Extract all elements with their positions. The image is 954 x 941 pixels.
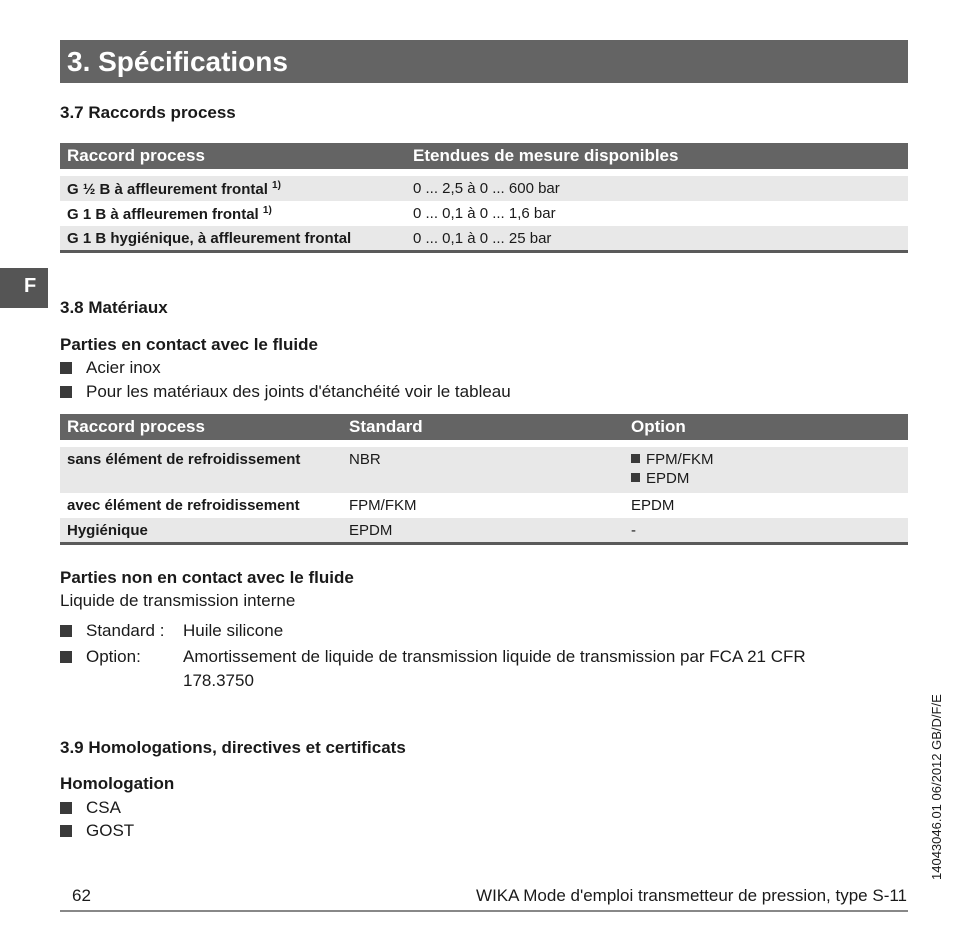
square-bullet-icon xyxy=(631,454,640,463)
cell-standard: FPM/FKM xyxy=(349,497,417,514)
section-heading-3-9: 3.9 Homologations, directives et certificats xyxy=(60,738,406,757)
footnote-marker: 1) xyxy=(272,180,281,191)
cell-connection: avec élément de refroidissement xyxy=(67,497,300,514)
column-header: Option xyxy=(624,414,908,440)
document-reference: 14043046.01 06/2012 GB/D/F/E xyxy=(929,694,944,880)
cell-connection: G 1 B à affleuremen frontal xyxy=(67,206,259,223)
page-number: 62 xyxy=(72,886,91,905)
footnote-marker: 1) xyxy=(262,205,272,216)
subheading-non-wetted: Parties non en contact avec le fluide xyxy=(60,568,354,587)
cell-connection: sans élément de refroidissement xyxy=(67,451,301,468)
cell-standard: EPDM xyxy=(349,522,393,539)
table-row xyxy=(60,447,908,493)
section-heading-3-7: 3.7 Raccords process xyxy=(60,103,236,122)
column-header: Raccord process xyxy=(60,414,342,440)
cell-option: EPDM xyxy=(631,497,675,514)
cell-connection: G 1 B hygiénique, à affleurement frontal xyxy=(67,230,352,247)
square-bullet-icon xyxy=(60,802,72,814)
cell-connection: Hygiénique xyxy=(67,522,148,539)
square-bullet-icon xyxy=(60,625,72,637)
footer-title: WIKA Mode d'emploi transmetteur de pression, type S-11 xyxy=(476,886,907,905)
cell-range: 0 ... 2,5 à 0 ... 600 bar xyxy=(413,180,560,197)
table-row xyxy=(60,226,908,251)
square-bullet-icon xyxy=(631,473,640,482)
table-row xyxy=(60,176,908,201)
materials-table xyxy=(60,414,908,545)
table-row xyxy=(60,493,908,518)
cell-standard: NBR xyxy=(349,451,381,468)
body-text: Liquide de transmission interne xyxy=(60,591,296,610)
cell-range: 0 ... 0,1 à 0 ... 25 bar xyxy=(413,230,552,247)
column-header: Etendues de mesure disponibles xyxy=(406,143,908,169)
square-bullet-icon xyxy=(60,362,72,374)
subheading-approval: Homologation xyxy=(60,774,175,793)
section-heading-3-8: 3.8 Matériaux xyxy=(60,298,168,317)
subheading-wetted: Parties en contact avec le fluide xyxy=(60,335,318,354)
cell-option: FPM/FKM EPDM xyxy=(624,447,908,493)
square-bullet-icon xyxy=(60,825,72,837)
column-header: Raccord process xyxy=(60,143,406,169)
square-bullet-icon xyxy=(60,386,72,398)
process-connection-table xyxy=(60,143,908,253)
table-row xyxy=(60,518,908,543)
language-tab: F xyxy=(0,268,48,308)
cell-range: 0 ... 0,1 à 0 ... 1,6 bar xyxy=(413,205,556,222)
square-bullet-icon xyxy=(60,651,72,663)
table-row xyxy=(60,201,908,226)
cell-option: - xyxy=(631,522,636,539)
page-title: 3. Spécifications xyxy=(60,40,908,83)
column-header: Standard xyxy=(342,414,624,440)
cell-connection: G ½ B à affleurement frontal xyxy=(67,181,268,198)
footer-divider xyxy=(60,910,908,912)
